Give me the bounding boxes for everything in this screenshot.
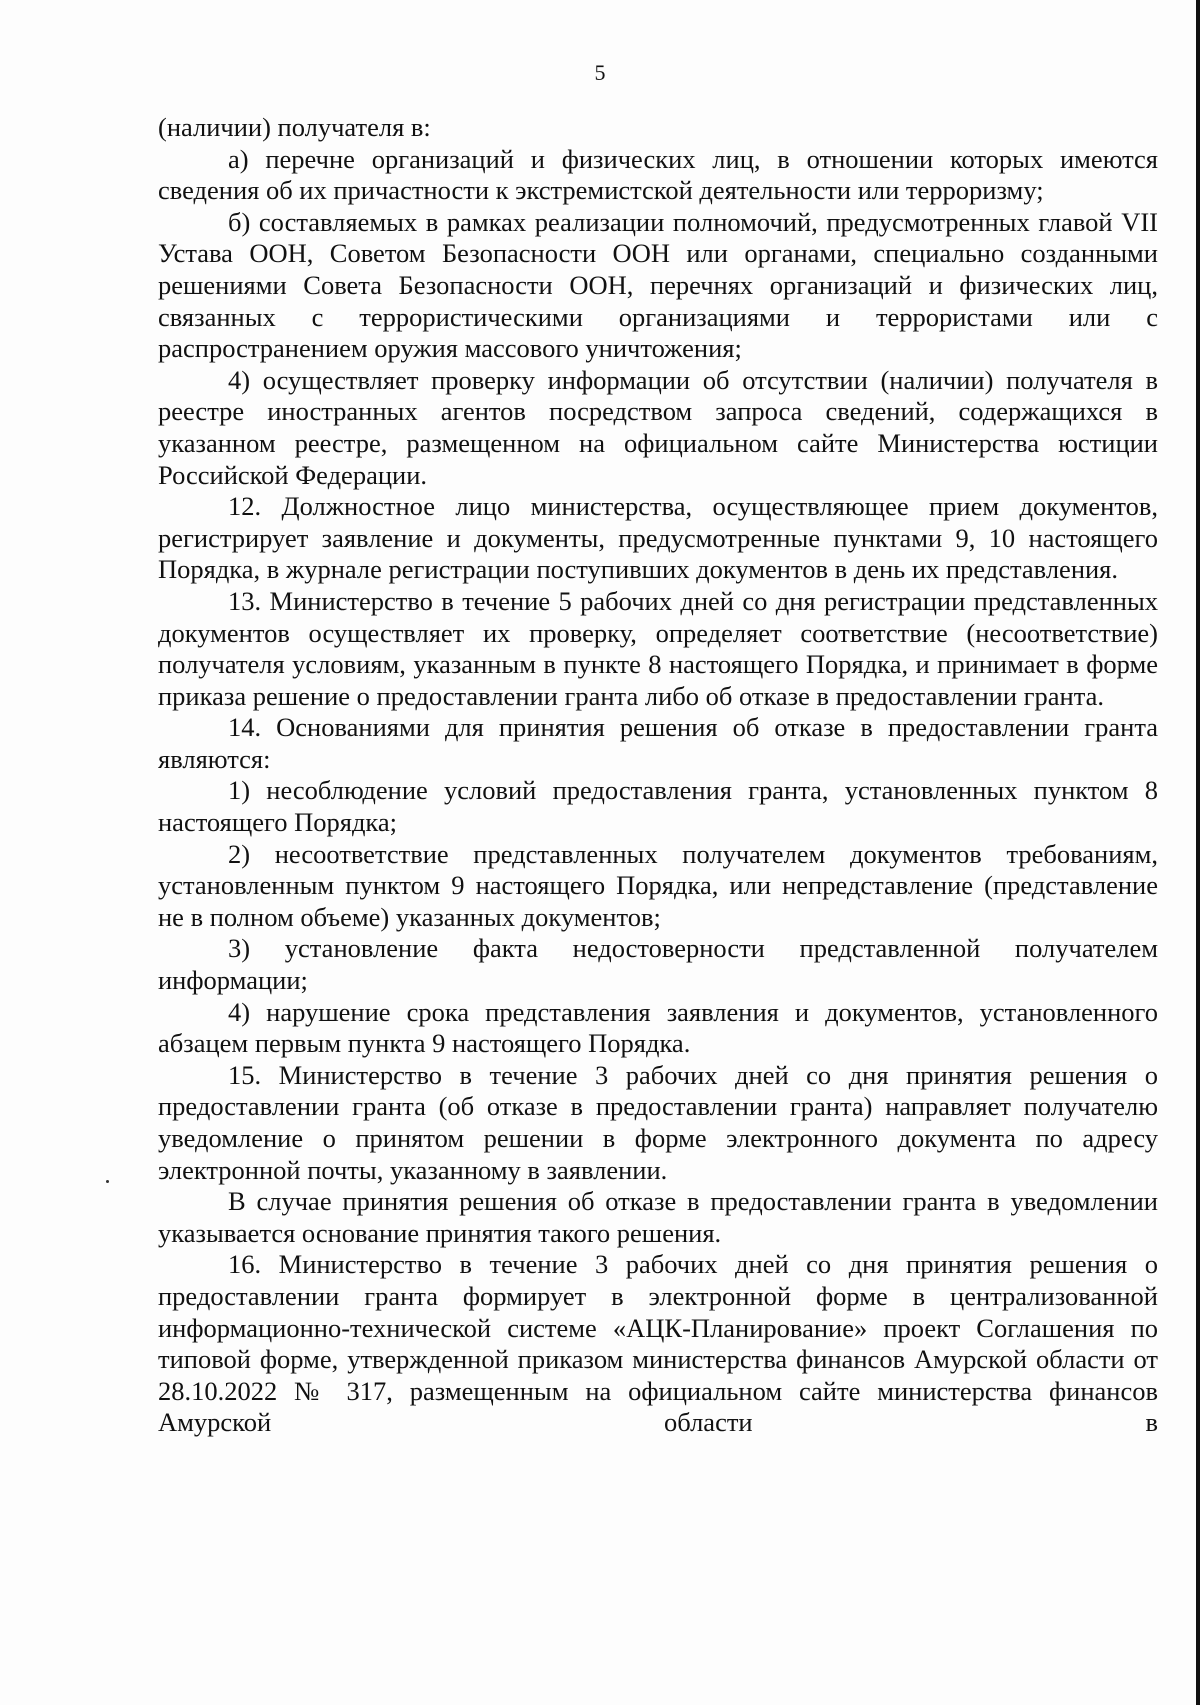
paragraph-ground-1: 1) несоблюдение условий предоставления гранта, установленных пунктом 8 настоящего Порядка; bbox=[158, 775, 1158, 838]
paragraph-clause-13: 13. Министерство в течение 5 рабочих дней со дня регистрации представленных документов осуществляет их проверку, определяет соответствие (несоответствие) получателя условиям, указанным в пункте 8 настоящего Порядка, и принимает в форме приказа решение о предоставлении гранта либо об отказе в предоставлении гранта. bbox=[158, 585, 1158, 711]
paragraph-list-b: б) составляемых в рамках реализации полномочий, предусмотренных главой VII Устава ООН, Советом Безопасности ООН или органами, специально созданными решениями Совета Безопасности ООН, перечнях организаций и физических лиц, связанных с террористическими организациями и террористами или с распространением оружия массового уничтожения; bbox=[158, 206, 1158, 364]
paragraph-list-a: а) перечне организаций и физических лиц, в отношении которых имеются сведения об их причастности к экстремистской деятельности или терроризму; bbox=[158, 143, 1158, 206]
paragraph-clause-15: 15. Министерство в течение 3 рабочих дней со дня принятия решения о предоставлении гранта (об отказе в предоставлении гранта) направляет получателю уведомление о принятом решении в форме электронного документа по адресу электронной почты, указанному в заявлении. bbox=[158, 1059, 1158, 1185]
paragraph-clause-12: 12. Должностное лицо министерства, осуществляющее прием документов, регистрирует заявление и документы, предусмотренные пунктами 9, 10 настоящего Порядка, в журнале регистрации поступивших документов в день их представления. bbox=[158, 491, 1158, 585]
paragraph-ground-2: 2) несоответствие представленных получателем документов требованиям, установленным пунктом 9 настоящего Порядка, или непредставление (представление не в полном объеме) указанных документов; bbox=[158, 838, 1158, 932]
paragraph-refusal-notice: В случае принятия решения об отказе в предоставлении гранта в уведомлении указывается основание принятия такого решения. bbox=[158, 1186, 1158, 1248]
paragraph-ground-3: 3) установление факта недостоверности представленной получателем информации; bbox=[158, 933, 1158, 996]
page-number: 5 bbox=[594, 60, 606, 85]
paragraph-continuation: (наличии) получателя в: bbox=[158, 112, 431, 142]
document-body bbox=[158, 112, 1158, 1439]
page-edge bbox=[1196, 0, 1200, 1705]
paragraph-clause-16: 16. Министерство в течение 3 рабочих дней со дня принятия решения о предоставлении гранта формирует в электронной форме в централизованной информационно-технической системе «АЦК-Планирование» проект Соглашения по типовой форме, утвержденной приказом министерства финансов Амурской области от 28.10.2022 № 317, размещенным на официальном сайте министерства финансов Амурской области в bbox=[158, 1249, 1158, 1438]
paragraph-ground-4: 4) нарушение срока представления заявления и документов, установленного абзацем первым пункта 9 настоящего Порядка. bbox=[158, 996, 1158, 1059]
paragraph-clause-14: 14. Основаниями для принятия решения об отказе в предоставлении гранта являются: bbox=[158, 712, 1158, 774]
paragraph-item-4: 4) осуществляет проверку информации об отсутствии (наличии) получателя в реестре иностранных агентов посредством запроса сведений, содержащихся в указанном реестре, размещенном на официальном сайте Министерства юстиции Российской Федерации. bbox=[158, 364, 1158, 490]
scan-speck bbox=[106, 1180, 109, 1183]
